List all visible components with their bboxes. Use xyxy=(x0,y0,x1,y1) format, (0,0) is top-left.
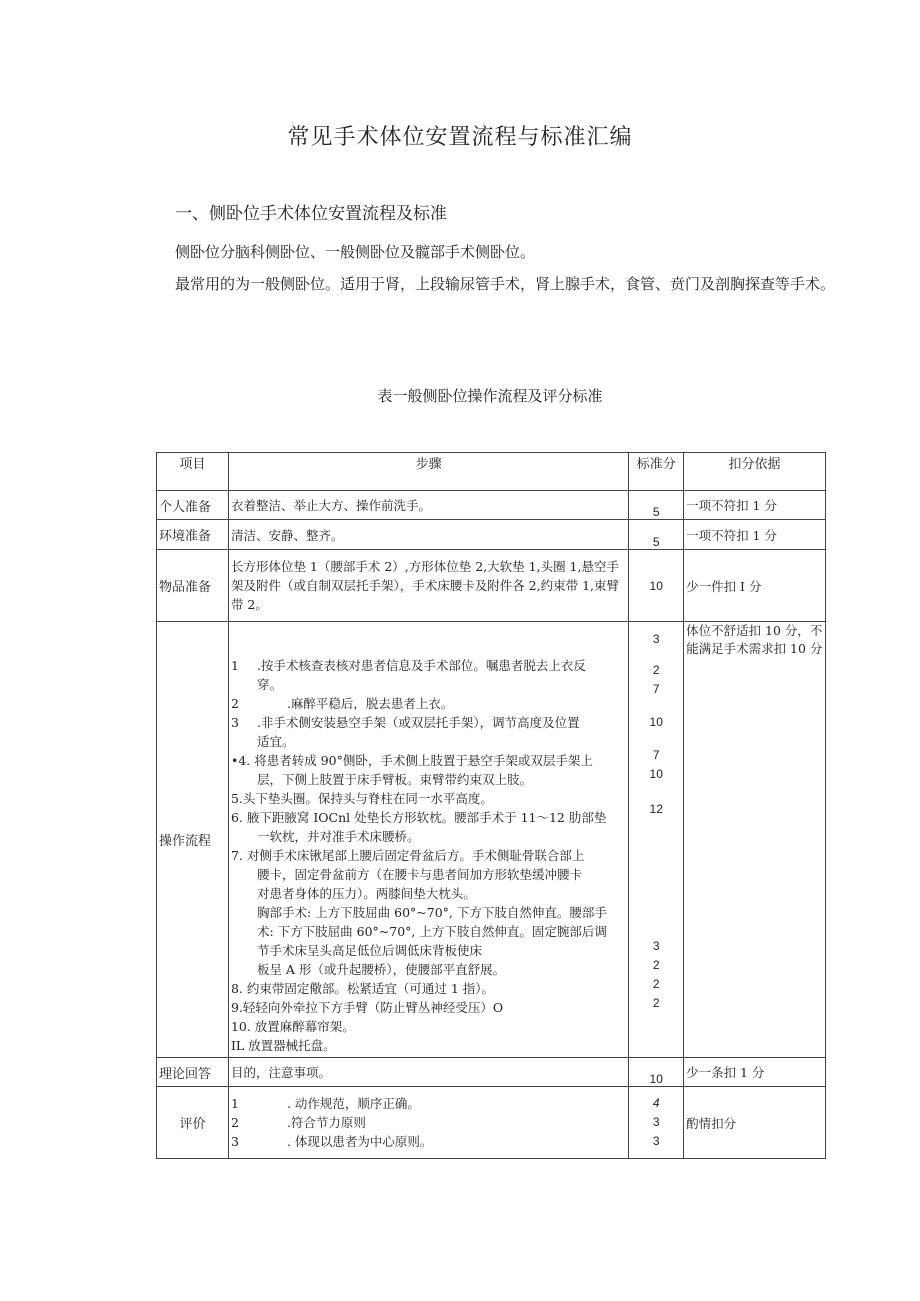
step-8: 8. 约束带固定儆部。松紧适宜（可通过 1 指）。 xyxy=(230,981,495,996)
score-cell: 5 xyxy=(629,520,684,550)
paragraph-2: 最常用的为一般侧卧位。适用于肾，上段输尿管手术，肾上腺手术，食管、贲门及剖胸探查等手术。 xyxy=(175,275,836,293)
header-step: 步骤 xyxy=(228,453,628,491)
step-cell: 1 .按手术核查表核对患者信息及手术部位。嘱患者脱去上衣反 穿。 2 .麻醉平稳后，脱去患者上衣。 3 .非手术侧安装悬空手架（或双层托手架），调节高度及位置 适宜。 •4. 将患者转成 90°侧卧，手术侧上肢置于悬空手架或双层手架上 层，下侧上肢置于床手臂板。束臂带约束双上肢。 5.头下垫头圈。保持头与脊柱在同一水平高度。 6. 腋下距腋窝 IOCnl 处垫长方形软枕。腰部手术于 11～12 肋部垫 一软枕，并对准手术床腰桥。 7. 对侧手术床锹尾部上腰后固定骨盆后方。手术侧耻骨联合部上 腰卡，固定骨盆前方（在腰卡与患者间加方形软垫缓冲腰卡 对患者身体的压力）。两膝间垫大枕头。 胸部手术: 上方下肢屈曲 60°~70°, 下方下肢自然伸直。腰部手 术: 下方下肢屈曲 60°~70°, 上方下肢自然伸直。固定腕部后调 节手术床呈头高足低位后调低床背板使床 板呈 A 形（或升起腰桥），使腰部平直舒展。 8. 约束带固定儆部。松紧适宜（可通过 1 指）。 9.轻轻向外牵拉下方手臂（防止臂丛神经受压）O 10. 放置麻醉幕帘架。 IL 放置器械托盘。 xyxy=(228,622,628,1058)
item-cell: 物品准备 xyxy=(157,550,229,622)
step-2: 2 .麻醉平稳后，脱去患者上衣。 xyxy=(230,696,454,711)
step-4: •4. 将患者转成 90°侧卧，手术侧上肢置于悬空手架或双层手架上 xyxy=(230,753,593,768)
step-3: 3 .非手术侧安装悬空手架（或双层托手架），调节高度及位置 xyxy=(230,715,580,730)
section-heading: 一、侧卧位手术体位安置流程及标准 xyxy=(175,204,447,224)
header-item: 项目 xyxy=(157,453,229,491)
basis-cell: 少一件扣 I 分 xyxy=(684,550,826,622)
basis-cell: 酌情扣分 xyxy=(684,1087,826,1159)
item-cell: 环境准备 xyxy=(157,520,229,550)
table-header-row xyxy=(157,453,826,491)
basis-cell: 体位不舒适扣 10 分，不能满足手术需求扣 10 分 xyxy=(684,622,826,1058)
table-row-operation xyxy=(157,622,826,1058)
table-row-theory xyxy=(157,1058,826,1087)
step-1: 1 .按手术核查表核对患者信息及手术部位。嘱患者脱去上衣反 xyxy=(230,658,586,673)
basis-cell: 少一条扣 1 分 xyxy=(684,1058,826,1087)
score-cell: 10 xyxy=(629,1058,684,1087)
scoring-table xyxy=(156,452,826,1159)
table-row-evaluation xyxy=(157,1087,826,1159)
eval-1: 1 . 动作规范，顺序正确。 xyxy=(230,1096,420,1111)
step-cell: 目的，注意事项。 xyxy=(228,1058,628,1087)
item-cell: 评价 xyxy=(157,1087,229,1159)
item-cell: 操作流程 xyxy=(157,622,229,1058)
step-cell: 长方形体位垫 1（腰部手术 2）,方形体位垫 2,大软垫 1,头圈 1,悬空手架及附件（或自制双层托手架），手术床腰卡及附件各 2,约束带 1,束臂带 2。 xyxy=(228,550,628,622)
score-cell: 3 2 7 10 7 10 12 3 2 2 2 xyxy=(629,622,684,1058)
header-basis: 扣分依据 xyxy=(684,453,826,491)
step-cell: 衣着整洁、举止大方、操作前洗手。 xyxy=(228,491,628,520)
table-row-environment xyxy=(157,520,826,550)
step-11: IL 放置器械托盘。 xyxy=(230,1038,336,1053)
step-5: 5.头下垫头圈。保持头与脊柱在同一水平高度。 xyxy=(230,791,493,806)
step-6: 6. 腋下距腋窝 IOCnl 处垫长方形软枕。腰部手术于 11～12 肋部垫 xyxy=(230,810,607,825)
basis-cell: 一项不符扣 1 分 xyxy=(684,491,826,520)
table-row-supplies xyxy=(157,550,826,622)
table-caption: 表一般侧卧位操作流程及评分标准 xyxy=(377,387,603,405)
paragraph-1: 侧卧位分脑科侧卧位、一般侧卧位及髋部手术侧卧位。 xyxy=(175,243,536,261)
step-cell: 清洁、安静、整齐。 xyxy=(228,520,628,550)
basis-cell: 一项不符扣 1 分 xyxy=(684,520,826,550)
step-9: 9.轻轻向外牵拉下方手臂（防止臂丛神经受压）O xyxy=(230,1000,504,1015)
score-cell: 4 3 3 xyxy=(629,1087,684,1159)
eval-2: 2 .符合节力原则 xyxy=(230,1115,366,1130)
step-cell xyxy=(228,1087,628,1159)
eval-3: 3 . 体现以患者为中心原则。 xyxy=(230,1134,433,1149)
score-cell: 10 xyxy=(629,550,684,622)
item-cell: 理论回答 xyxy=(157,1058,229,1087)
step-10: 10. 放置麻醉幕帘架。 xyxy=(230,1019,355,1034)
score-cell: 5 xyxy=(629,491,684,520)
header-score: 标准分 xyxy=(629,453,684,491)
document-title: 常见手术体位安置流程与标准汇编 xyxy=(287,125,633,150)
step-7: 7. 对侧手术床锹尾部上腰后固定骨盆后方。手术侧耻骨联合部上 xyxy=(230,848,585,863)
table-row-personal xyxy=(157,491,826,520)
item-cell: 个人准备 xyxy=(157,491,229,520)
